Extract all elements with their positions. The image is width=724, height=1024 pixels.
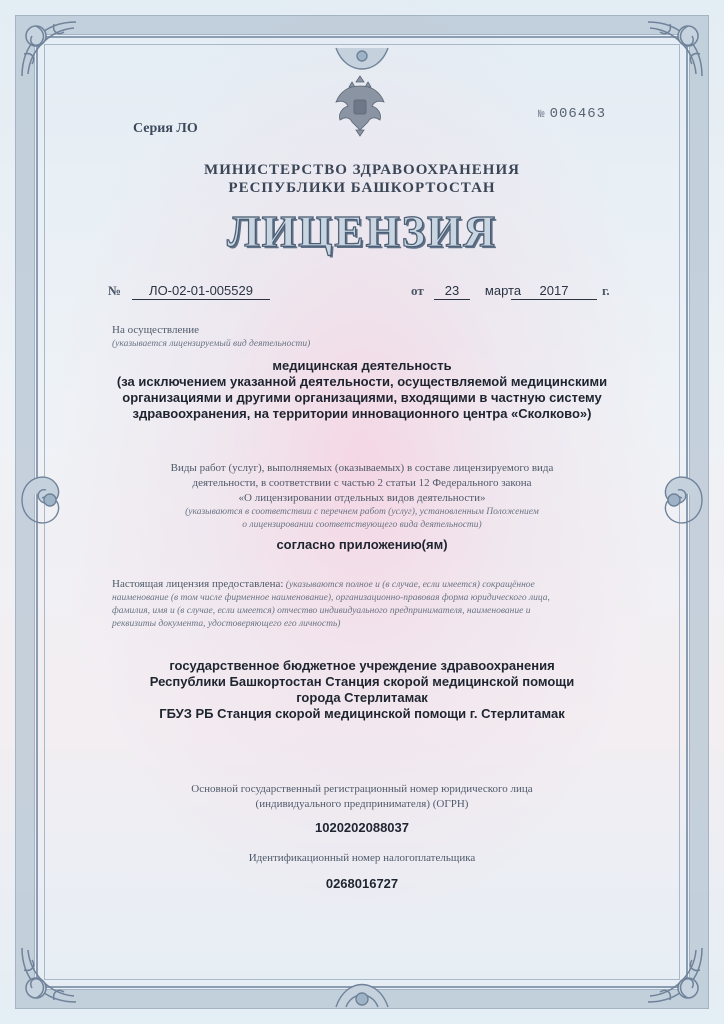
date-from-label: от <box>411 283 424 298</box>
document-title: ЛИЦЕНЗИЯ <box>226 207 498 256</box>
holder-intro-hint-2: наименование (в том числе фирменное наименование), организационно-правовая форма юридического лица, <box>112 593 550 603</box>
double-headed-eagle-emblem-icon <box>330 72 390 138</box>
holder-name <box>100 658 624 722</box>
activity-hint: (указывается лицензируемый вид деятельности) <box>112 339 311 349</box>
works-hint-1: (указываются в соответствии с перечнем работ (услуг), установленным Положением <box>185 507 539 517</box>
ogrn-label-1: Основной государственный регистрационный номер юридического лица <box>191 783 533 795</box>
works-line-2: деятельности, в соответствии с частью 2 статьи 12 Федерального закона <box>192 477 532 489</box>
series-label: Серия ЛО <box>133 121 198 136</box>
license-month: марта <box>484 283 522 298</box>
ogrn-label <box>100 782 624 812</box>
inn-label: Идентификационный номер налогоплательщика <box>248 852 476 864</box>
holder-intro-hint-3: фамилия, имя и (в случае, если имеется) отчество индивидуального предпринимателя, наименование и <box>112 606 531 616</box>
year-suffix: г. <box>602 283 610 298</box>
works-line-3: «О лицензировании отдельных видов деятельности» <box>238 492 486 504</box>
activity-line-4: здравоохранения, на территории инновационного центра «Сколково») <box>132 406 592 421</box>
inn-value: 0268016727 <box>325 876 399 891</box>
holder-intro <box>112 575 612 631</box>
license-number-sign: № <box>108 283 122 298</box>
holder-intro-hint-4: реквизиты документа, удостоверяющего его личность) <box>112 619 341 629</box>
ogrn-label-2: (индивидуального предпринимателя) (ОГРН) <box>255 798 469 810</box>
activity-description <box>100 358 624 422</box>
serial-number <box>538 106 606 122</box>
license-year: 2017 <box>511 283 597 300</box>
serial-number-value: 006463 <box>549 106 607 122</box>
works-line-1: Виды работ (услуг), выполняемых (оказываемых) в составе лицензируемого вида <box>170 462 554 474</box>
holder-short-name: ГБУЗ РБ Станция скорой медицинской помощи г. Стерлитамак <box>159 706 565 721</box>
activity-label: На осуществление <box>112 324 199 336</box>
ogrn-value: 1020202088037 <box>315 820 409 835</box>
holder-name-line-1: государственное бюджетное учреждение здравоохранения <box>169 658 555 673</box>
works-hint-2: о лицензировании соответствующего вида деятельности) <box>242 520 482 530</box>
ministry-line-2: РЕСПУБЛИКИ БАШКОРТОСТАН <box>228 180 496 196</box>
activity-line-1: медицинская деятельность <box>272 358 452 373</box>
activity-line-3: организациями и другими организациями, входящими в частную систему <box>122 390 602 405</box>
holder-intro-hint-1: (указываются полное и (в случае, если имеется) сокращённое <box>283 580 535 590</box>
ministry-line-1: МИНИСТЕРСТВО ЗДРАВООХРАНЕНИЯ <box>204 162 520 178</box>
holder-name-line-2: Республики Башкортостан Станция скорой медицинской помощи <box>149 674 575 689</box>
serial-sign: № <box>538 109 546 121</box>
holder-name-line-3: города Стерлитамак <box>296 690 428 705</box>
holder-intro-label: Настоящая лицензия предоставлена: <box>112 578 284 590</box>
works-value: согласно приложению(ям) <box>276 537 448 552</box>
works-block <box>100 461 624 532</box>
activity-line-2: (за исключением указанной деятельности, осуществляемой медицинскими <box>116 374 608 389</box>
license-number: ЛО-02-01-005529 <box>132 283 270 300</box>
license-day: 23 <box>434 283 470 300</box>
